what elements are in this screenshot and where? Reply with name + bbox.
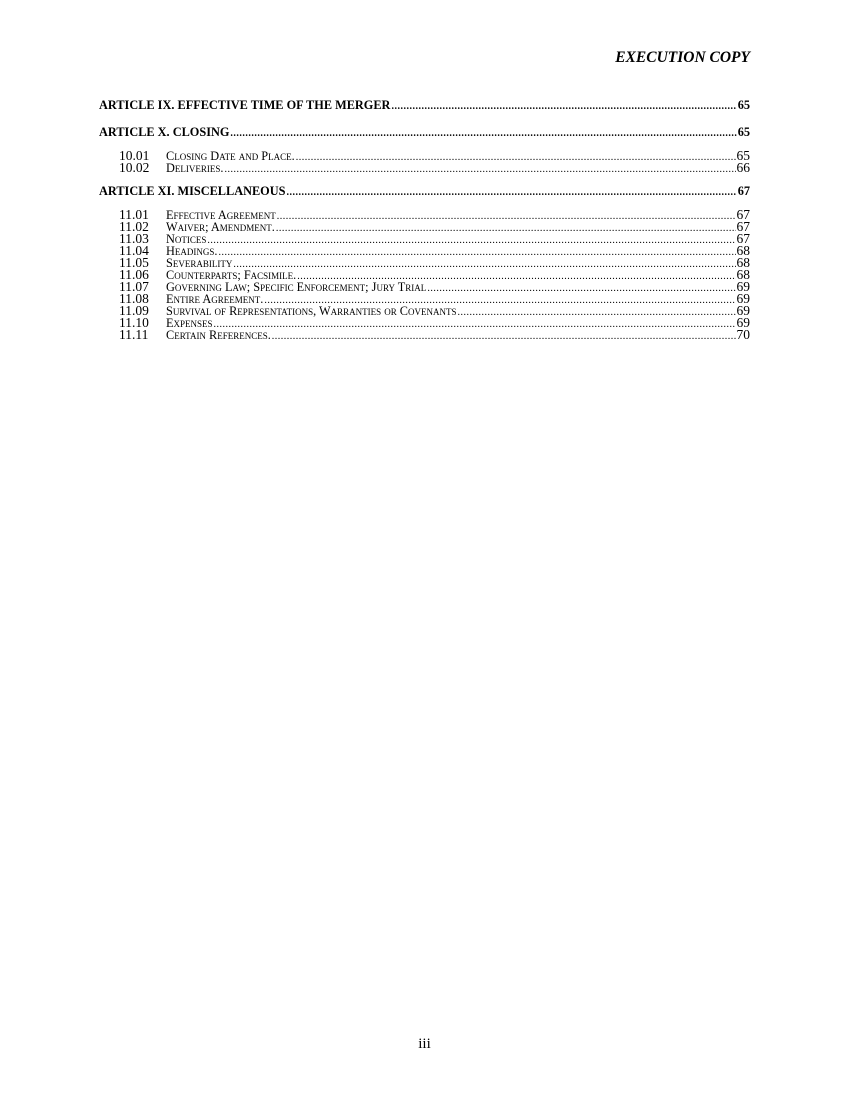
- article-x-sections: [99, 150, 750, 174]
- section-title: Notices: [166, 232, 207, 246]
- table-of-contents: [99, 97, 750, 341]
- section-title: Closing Date and Place.: [166, 149, 295, 163]
- dot-leader: [427, 283, 735, 295]
- section-title: Effective Agreement: [166, 208, 276, 222]
- toc-article-xi[interactable]: [99, 183, 750, 201]
- toc-article-x[interactable]: [99, 124, 750, 142]
- section-title: Survival of Representations, Warranties or Covenants: [166, 304, 457, 318]
- section-page: 69: [736, 279, 750, 294]
- dot-leader: [276, 223, 736, 235]
- dot-leader: [277, 211, 736, 223]
- toc-section[interactable]: [99, 162, 750, 174]
- section-page: 69: [736, 303, 750, 318]
- section-title: Entire Agreement.: [166, 292, 264, 306]
- dot-leader: [233, 259, 735, 271]
- dot-leader: [457, 307, 735, 319]
- section-number: 11.05: [119, 255, 149, 270]
- section-page: 68: [736, 243, 750, 258]
- section-page: 69: [736, 315, 750, 330]
- article-title: ARTICLE IX. EFFECTIVE TIME OF THE MERGER: [99, 98, 391, 112]
- section-page: 67: [736, 231, 750, 246]
- section-number: 11.01: [119, 207, 149, 222]
- section-title: Severability: [166, 256, 233, 270]
- article-page: 65: [737, 98, 750, 112]
- section-number: 11.06: [119, 267, 149, 282]
- article-title: ARTICLE X. CLOSING: [99, 125, 230, 139]
- section-page: 67: [736, 207, 750, 222]
- section-title: Certain References.: [166, 328, 271, 342]
- toc-section[interactable]: [99, 329, 750, 341]
- page-number: iii: [418, 1036, 431, 1052]
- article-page: 67: [737, 184, 750, 198]
- section-number: 11.11: [119, 327, 149, 342]
- section-page: 70: [736, 327, 750, 342]
- execution-copy-header: EXECUTION COPY: [615, 49, 750, 66]
- section-number: 10.01: [119, 148, 150, 163]
- section-page: 69: [736, 291, 750, 306]
- section-number: 11.10: [119, 315, 149, 330]
- section-number: 11.03: [119, 231, 149, 246]
- toc-article-ix[interactable]: [99, 97, 750, 115]
- dot-leader: [214, 319, 736, 331]
- section-number: 11.09: [119, 303, 149, 318]
- section-page: 66: [736, 160, 750, 175]
- section-number: 10.02: [119, 160, 150, 175]
- section-number: 11.08: [119, 291, 149, 306]
- section-title: Governing Law; Specific Enforcement; Jury Trial: [166, 280, 427, 294]
- section-number: 11.07: [119, 279, 149, 294]
- dot-leader: [224, 164, 735, 176]
- section-title: Waiver; Amendment.: [166, 220, 275, 234]
- section-number: 11.04: [119, 243, 149, 258]
- section-page: 67: [736, 219, 750, 234]
- dot-leader: [272, 331, 736, 343]
- section-title: Deliveries.: [166, 161, 224, 175]
- dot-leader: [218, 247, 735, 259]
- dot-leader: [230, 126, 736, 142]
- section-title: Counterparts; Facsimile.: [166, 268, 297, 282]
- article-xi-sections: [99, 209, 750, 341]
- dot-leader: [391, 99, 736, 115]
- section-page: 68: [736, 267, 750, 282]
- section-page: 65: [736, 148, 750, 163]
- section-title: Headings.: [166, 244, 218, 258]
- section-title: Expenses: [166, 316, 213, 330]
- section-page: 68: [736, 255, 750, 270]
- article-title: ARTICLE XI. MISCELLANEOUS: [99, 184, 286, 198]
- dot-leader: [207, 235, 735, 247]
- dot-leader: [296, 152, 736, 164]
- dot-leader: [286, 185, 736, 201]
- section-number: 11.02: [119, 219, 149, 234]
- article-page: 65: [737, 125, 750, 139]
